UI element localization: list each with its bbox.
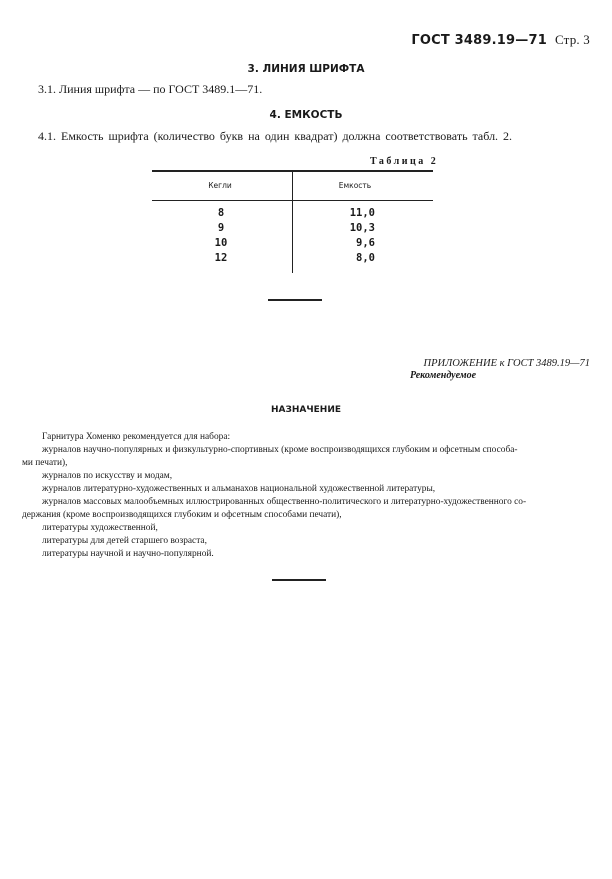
section-divider — [268, 299, 322, 301]
body-line: журналов массовых малообъемных иллюстрированных общественно-политического и литературно-художественного со- — [42, 497, 527, 507]
cell-capacity: 11,0 — [349, 207, 375, 219]
cell-capacity: 8,0 — [356, 252, 375, 264]
column-header-capacity: Емкость — [338, 181, 372, 190]
cell-capacity: 10,3 — [349, 222, 375, 234]
appendix-status: Рекомендуемое — [410, 370, 477, 381]
body-line: держания (кроме воспроизводящихся глубоким и офсетным способами печати), — [22, 510, 342, 520]
body-line: литературы научной и научно-популярной. — [42, 549, 214, 559]
body-line: литературы художественной, — [42, 523, 158, 533]
page-number: Стр. 3 — [554, 32, 590, 47]
section-4-text: 4.1. Емкость шрифта (количество букв на один квадрат) должна соответствовать табл. 2. — [38, 129, 513, 143]
table-caption: Таблица 2 — [370, 156, 439, 167]
body-line: ми печати), — [22, 458, 68, 468]
standard-number: ГОСТ 3489.19—71 — [411, 33, 547, 48]
end-divider — [272, 579, 326, 581]
cell-size: 12 — [214, 252, 228, 264]
cell-size: 10 — [214, 237, 228, 249]
page-header — [411, 32, 590, 48]
section-3-title: 3. ЛИНИЯ ШРИФТА — [247, 63, 365, 75]
appendix-title: ПРИЛОЖЕНИЕ к ГОСТ 3489.19—71 — [423, 358, 590, 369]
body-line: литературы для детей старшего возраста, — [42, 536, 207, 546]
body-line: журналов научно-популярных и физкультурно-спортивных (кроме воспроизводящихся глубоким и офсетным способа- — [42, 445, 518, 455]
column-header-sizes: Кегли — [208, 181, 232, 190]
table-column-divider — [292, 170, 293, 273]
cell-size: 8 — [217, 207, 225, 219]
appendix-heading: НАЗНАЧЕНИЕ — [270, 405, 342, 415]
section-4-title: 4. ЕМКОСТЬ — [269, 109, 343, 121]
body-line: журналов литературно-художественных и альманахов национальной художественной литературы, — [42, 484, 436, 494]
body-line: журналов по искусству и модам, — [42, 471, 173, 481]
section-3-text: 3.1. Линия шрифта — по ГОСТ 3489.1—71. — [38, 82, 263, 96]
cell-size: 9 — [217, 222, 225, 234]
body-line: Гарнитура Хоменко рекомендуется для набора: — [42, 432, 231, 442]
cell-capacity: 9,6 — [356, 237, 375, 249]
